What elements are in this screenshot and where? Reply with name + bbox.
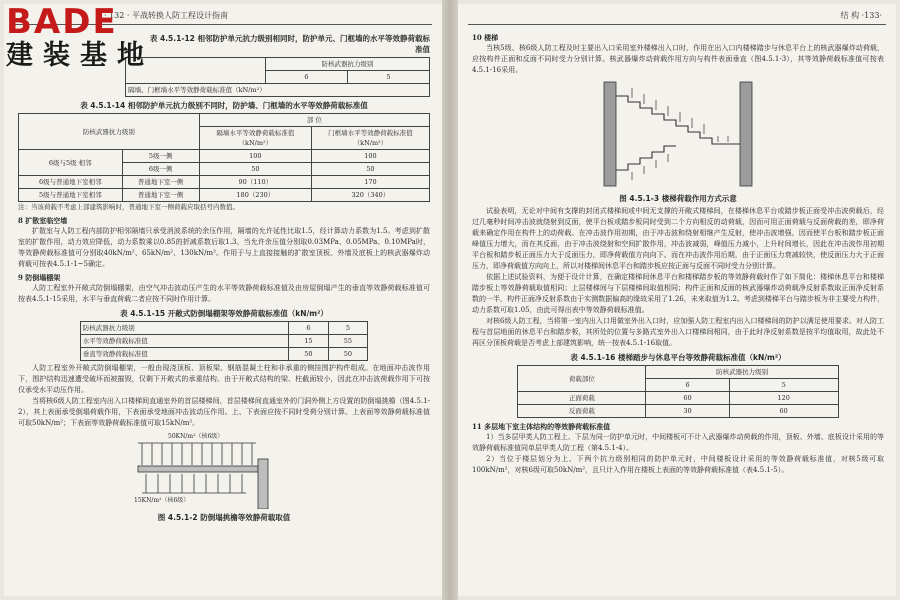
table-row: 反面荷载 30 60 — [518, 405, 838, 418]
t14-col-level: 防核武器抗力级别 — [19, 114, 200, 150]
left-page — [4, 4, 442, 596]
logo-text-en: BADE — [6, 2, 118, 42]
section-8-text: 扩散室与人防工程内部防护相邻隔墙只承受消波系统的余压作用，隔墙的允许延性比取1.5，经计算动力系数为1.5。考虑到扩散室的扩散作用，动力效应降低，动力系数乘以0.85的折减系数后取1.3。当允许余压值分别取0.03MPa、0.05MPa、0.10MPa时，等效静荷载标准值可分别取40kN/m²、65kN/m²、130kN/m²。作用于与上直接接触的扩散室顶板、外墙及底板上的核武器爆炸动荷载可按表4.5.1-1~5确定。 — [18, 227, 430, 268]
table-row: 垂直等效静荷载标准值 50 50 — [80, 348, 367, 361]
table-12-caption: 表 4.5.1-12 相邻防护单元抗力级别相同时，防护单元、门框墙的水平等效静荷载标准值 — [149, 34, 430, 54]
t16-level: 6 — [646, 379, 729, 392]
t14-note: 注：当该荷载不考虑上部建筑影响时，普通地下室一侧荷载应取括号内数值。 — [18, 203, 239, 211]
right-paragraph-3: 对核6级人防工程，当将第一室内出入口用做室外出入口时，应加强人防工程室内出入口楼梯间的防护以满足使用要求。对人防工程与首层地面的休息平台和踏步板，其所处的位置与多路式室外出入口楼梯间相同，由于此时净反射系数是按平均值取用，故此处不再区分顶板荷载是否考虑上部建筑影响，统一按表4.5.1-16取值。 — [472, 317, 884, 347]
t14-col-b: 门框墙水平等效静荷载标准值（kN/m²） — [311, 127, 429, 150]
table-row: 6级一侧 50 50 — [19, 163, 430, 176]
stair-diagram — [598, 78, 758, 190]
table-row: 5级与普通地下室相邻 普通地下室一侧 180（230） 320（340） — [19, 189, 430, 202]
figure-3-caption: 图 4.5.1-3 楼梯荷载作用方式示意 — [619, 194, 737, 203]
right-paragraph-1: 试验表明，无论对中间有支撑的封闭式楼梯间或中间无支撑的开敞式楼梯间，在楼梯休息平台或踏步板正面受冲击波荷载后，经过几毫秒时间冲击波就绕射到反面，使平台板或踏步板同时受到二个方向相反的动荷载，因而可用正面荷载与反面荷载的差，即净荷载来确定作用在构件上的动荷载。在冲击波作用初期，由于冲击波和绕射相继产生反射，使冲击波增强，因而使平台板和踏步板正面峰值压力增大，而在其反面，由于冲击波绕射和空间扩散作用，冲击波减弱，峰值压力减小，上升时间增长，因此在冲击波作用初期平台板和踏步板正面压力大于反面压力，即净荷载值方向向下。而在冲击波作用后期，由于正面压力衰减较快，使反面压力大于正面压力，即净荷载值方向向上，所以对楼梯间休息平台和踏步板应按正面与反面不同时受力分别计算。 — [472, 207, 884, 270]
section-10-text: 当核5级、核6级人防工程及时主要出入口采用室外楼梯出入口时，作用在出入口内楼梯踏步与休息平台上的核武器爆炸动荷载，应按构件正面和反面不同时受力分别计算。核武器爆炸动荷载作用方向与构件表面垂直（图4.5.1-3），其等效静荷载标准值可按表4.5.1-16采用。 — [472, 44, 884, 74]
section-11-para-1: 1）当多层甲类人防工程上、下层为同一防护单元时，中间楼板可不计入武器爆炸动荷载的作用，顶板、外墙、底板设计采用的等效静荷载标准值同单层甲类人防工程（第4.5.1-4）。 — [472, 433, 884, 452]
section-11-title: 11 多层地下室主体结构的等效静荷载标准值 — [472, 422, 611, 431]
t16-col-part: 荷载部位 — [518, 366, 646, 392]
right-page — [458, 4, 896, 596]
section-11-para-2: 2）当位于楼层划分为上、下两个抗力级别相同的防护单元时，中间楼板设计采用的等效静荷载标准值，对核5级可取100kN/m²，对核6级可取50kN/m²，且只计入作用在楼板上表面的等效静荷载标准值（表4.5.1-5）。 — [472, 455, 884, 474]
table-14 — [18, 113, 430, 202]
table-row: 防核武器抗力级别 6 5 — [80, 322, 367, 335]
left-running-head: · 132 · 平战转换人防工程设计指南 — [104, 11, 228, 20]
table-16-caption: 表 4.5.1-16 楼梯踏步与休息平台等效静荷载标准值（kN/m²） — [570, 353, 786, 362]
fig-top-label: 50KN/m²（核6级） — [168, 433, 224, 440]
t16-level: 5 — [729, 379, 838, 392]
figure-2-caption: 图 4.5.1-2 防倒塌挑檐等效静荷载取值 — [157, 513, 291, 522]
left-content — [18, 30, 430, 525]
table-row: 6级与普通地下室相邻 普通地下室一侧 90（110） 170 — [19, 176, 430, 189]
table-row: 6级与5级 相邻 5级一侧 100 100 — [19, 150, 430, 163]
book-gutter — [442, 0, 458, 600]
t12-level: 6 — [265, 71, 347, 84]
t14-col-part: 部 位 — [199, 114, 429, 127]
logo-text-cn: 建装基地 — [6, 40, 154, 71]
right-running-head: 结 构 ·133· — [840, 11, 882, 20]
header-rule — [468, 24, 886, 25]
left-paragraph-1: 人防工程室外开敞式防倒塌棚架，一般由现浇顶板、顶板梁、钢筋混凝土柱和非承重的侧挂围护构件组成。在地面冲击波作用下，围护结构迅速遭受破坏而被摧毁，仅剩下开敞式的承重结构。由于开敞式结构的梁、柱截面较小，因此在冲击波荷载作用下可按仅承受水平动压作用。 — [18, 364, 430, 394]
table-16 — [517, 365, 838, 418]
t14-col-a: 隔墙水平等效静荷载标准值（kN/m²） — [199, 127, 311, 150]
section-8-title: 8 扩散室临空墙 — [18, 216, 68, 225]
section-9-text: 人防工程室外开敞式防倒塌棚架，由空气冲击波动压产生的水平等效静荷载标准值及由房屋倒塌产生的垂直等效静荷载标准值可按表4.5.1-15采用，水平与垂直荷载二者应按不同时作用计算。 — [18, 284, 430, 303]
table-15 — [80, 321, 368, 361]
section-9-title: 9 防倒塌棚架 — [18, 273, 61, 282]
t16-col-group: 防核武器抗力级别 — [646, 366, 838, 379]
figure-stair — [598, 78, 758, 190]
table-14-caption: 表 4.5.1-14 相邻防护单元抗力级别不同时，防护墙、门框墙的水平等效静荷载标准值 — [80, 101, 368, 110]
right-content — [472, 30, 884, 476]
fig-bottom-label: 15KN/m²（核6级） — [134, 497, 190, 504]
brand-logo — [6, 4, 181, 78]
left-paragraph-2: 当将核6级人防工程室内出入口楼梯间直通室外的首层楼梯间，首层楼梯间直通室外的门洞外侧上方设置的防倒塌挑檐（图4.5.1-2），其上表面承受倒塌荷载作用，下表面承受地面冲击波动压作用。上、下表面应按不同时受荷分别计算。上表面等效静荷载标准值可取50kN/m²；下表面等效静荷载标准值可取15kN/m²。 — [18, 397, 430, 427]
table-row: 正面荷载 60 120 — [518, 392, 838, 405]
right-paragraph-2: 依据上述试验资料，为便于设计计算，在确定楼梯间休息平台和楼梯踏步板的等效静荷载时作了如下简化：楼梯休息平台和楼梯踏步板上等效静荷载取值相同；上层楼梯间与下层楼梯间取值相同；构件正面和反面的核武器爆炸动荷载净反射系数取正面净反射系数的一半，构件正面净反射系数由于实测数据偏高的缘故采用了1.26，未来取值为1.2。考虑到楼梯平台与踏步板为非主要受力构件，动力系数可取1.05，由此可得出表中等效静荷载标准值。 — [472, 273, 884, 314]
section-10-title: 10 楼梯 — [472, 33, 499, 42]
figure-canopy — [114, 431, 334, 509]
t12-level: 5 — [347, 71, 429, 84]
table-15-caption: 表 4.5.1-15 开敞式防倒塌棚架等效静荷载标准值（kN/m²） — [120, 309, 328, 318]
table-row: 水平等效静荷载标准值 15 55 — [80, 335, 367, 348]
t12-header: 防核武器抗力级别 — [265, 58, 429, 71]
t12-row-label: 隔墙、门框墙水平等效静荷载标准值（kN/m²） — [126, 84, 430, 97]
